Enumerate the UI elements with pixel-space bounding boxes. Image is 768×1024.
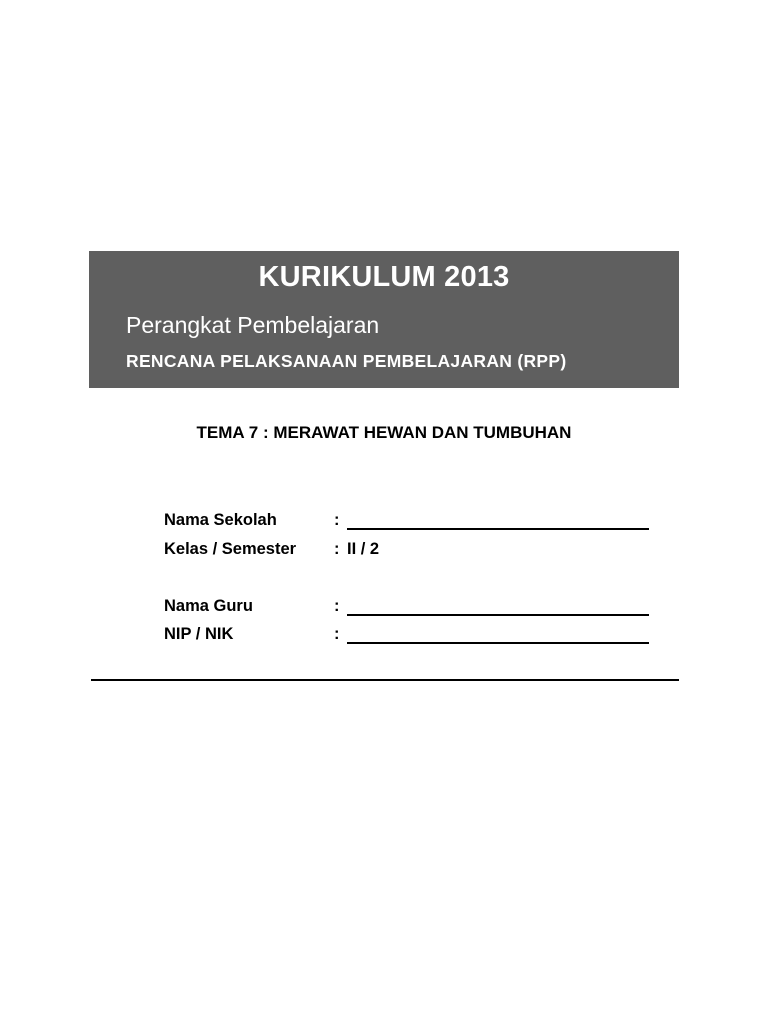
class-semester-value: II / 2 bbox=[347, 540, 380, 558]
school-name-blank-line[interactable] bbox=[347, 511, 649, 530]
school-name-label: Nama Sekolah bbox=[164, 511, 277, 529]
document-type-title: RENCANA PELAKSANAAN PEMBELAJARAN (RPP) bbox=[126, 351, 567, 371]
field-separator: : bbox=[334, 511, 340, 529]
theme-heading: TEMA 7 : MERAWAT HEWAN DAN TUMBUHAN bbox=[196, 423, 572, 442]
field-separator: : bbox=[334, 625, 340, 643]
bottom-divider bbox=[91, 679, 679, 681]
nip-nik-blank-line[interactable] bbox=[347, 625, 649, 644]
class-semester-label: Kelas / Semester bbox=[164, 540, 297, 558]
teacher-name-blank-line[interactable] bbox=[347, 597, 649, 616]
field-separator: : bbox=[334, 597, 340, 615]
nip-nik-label: NIP / NIK bbox=[164, 625, 234, 643]
field-separator: : bbox=[334, 540, 340, 558]
header-banner bbox=[89, 251, 679, 388]
curriculum-title: KURIKULUM 2013 bbox=[258, 261, 510, 293]
banner-subtitle: Perangkat Pembelajaran bbox=[126, 312, 380, 338]
teacher-name-label: Nama Guru bbox=[164, 597, 253, 615]
